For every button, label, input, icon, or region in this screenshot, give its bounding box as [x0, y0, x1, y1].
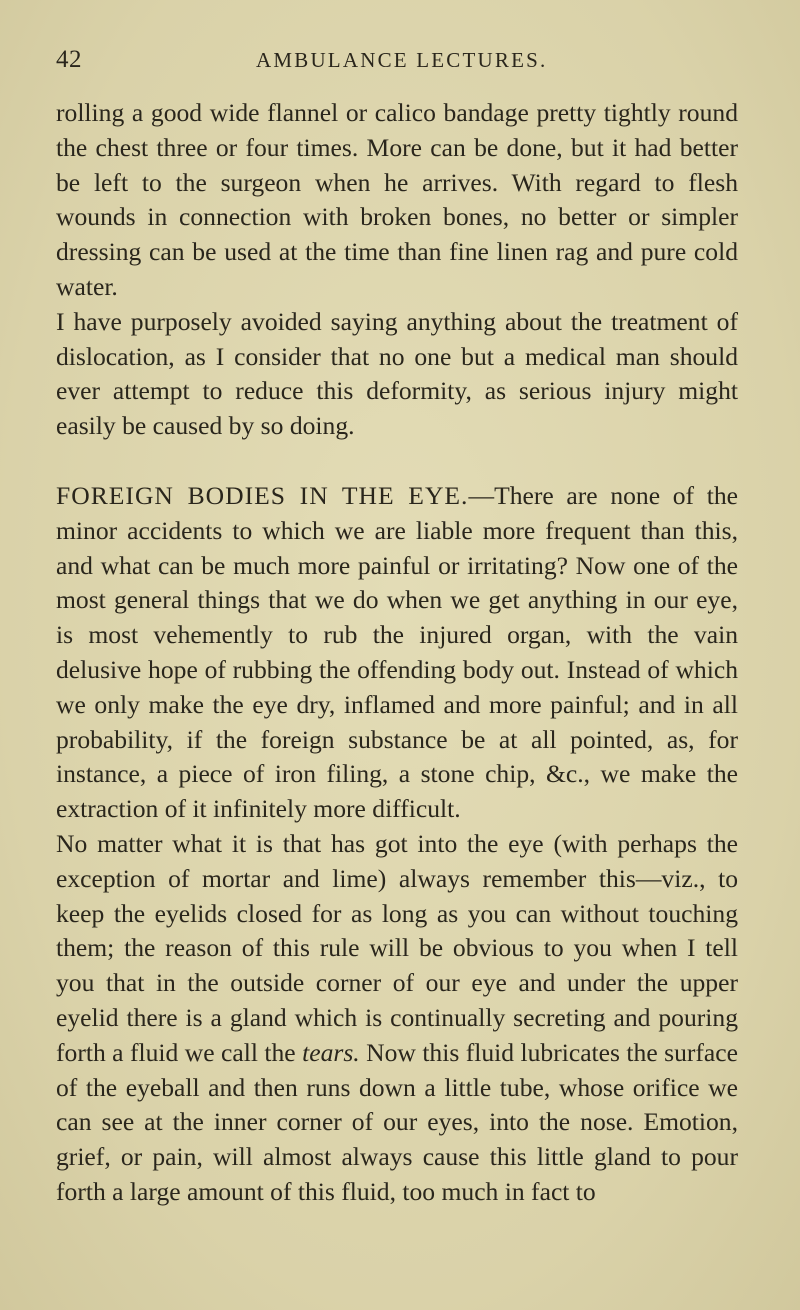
- running-title: AMBULANCE LECTURES.: [256, 48, 548, 72]
- paragraph-dislocation: I have purposely avoided saying anything about the treatment of dislocation, as I consider that no one but a medical man should ever attempt to reduce this deformity, as serious injury might easily be caused by so doing.: [56, 306, 738, 441]
- section-spacer: [56, 444, 738, 479]
- paragraph-bandage: rolling a good wide flannel or calico bandage pretty tightly round the chest three or four times. More can be done, but it had better be left to the surgeon when he arrives. With regard to flesh wounds in connection with broken bones, no better or simpler dressing can be used at the time than fine linen rag and pure cold water.: [56, 98, 738, 301]
- page-number: 42: [56, 46, 82, 73]
- body-text: [56, 96, 738, 1210]
- paragraph-foreign-bodies-text: —There are none of the minor accidents to which we are liable more frequent than this, and what can be much more painful or irritating? Now one of the most general things that we do when we get anything in our eye, is most vehemently to rub the injured organ, with the vain delusive hope of rubbing the offending body out. Instead of which we only make the eye dry, inflamed and more painful; and in all probability, if the foreign substance be at all pointed, as, for instance, a piece of iron filing, a stone chip, &c., we make the extraction of it infinitely more difficult.: [56, 480, 738, 824]
- paragraph-foreign-bodies: [56, 479, 738, 827]
- paragraph-eyelids-text-end: Now this fluid lubricates the surface of the eyeball and then runs down a little tube, whose orifice we can see at the inner corner of our eyes, into the nose. Emotion, grief, or pain, will almost always cause this little gland to pour forth a large amount of this fluid, too much in fact to: [56, 1037, 738, 1206]
- italic-term-tears: tears.: [302, 1037, 360, 1067]
- section-heading: FOREIGN BODIES IN THE EYE.: [56, 480, 469, 510]
- paragraph-eyelids-text-start: No matter what it is that has got into the eye (with perhaps the exception of mortar and lime) always remember this—viz., to keep the eyelids closed for as long as you can without touching them; the reason of this rule will be obvious to you when I tell you that in the outside corner of our eye and under the upper eyelid there is a gland which is continually secreting and pouring forth a fluid we call the: [56, 828, 738, 1067]
- paragraph-eyelids: [56, 827, 738, 1210]
- page-header: [56, 46, 726, 80]
